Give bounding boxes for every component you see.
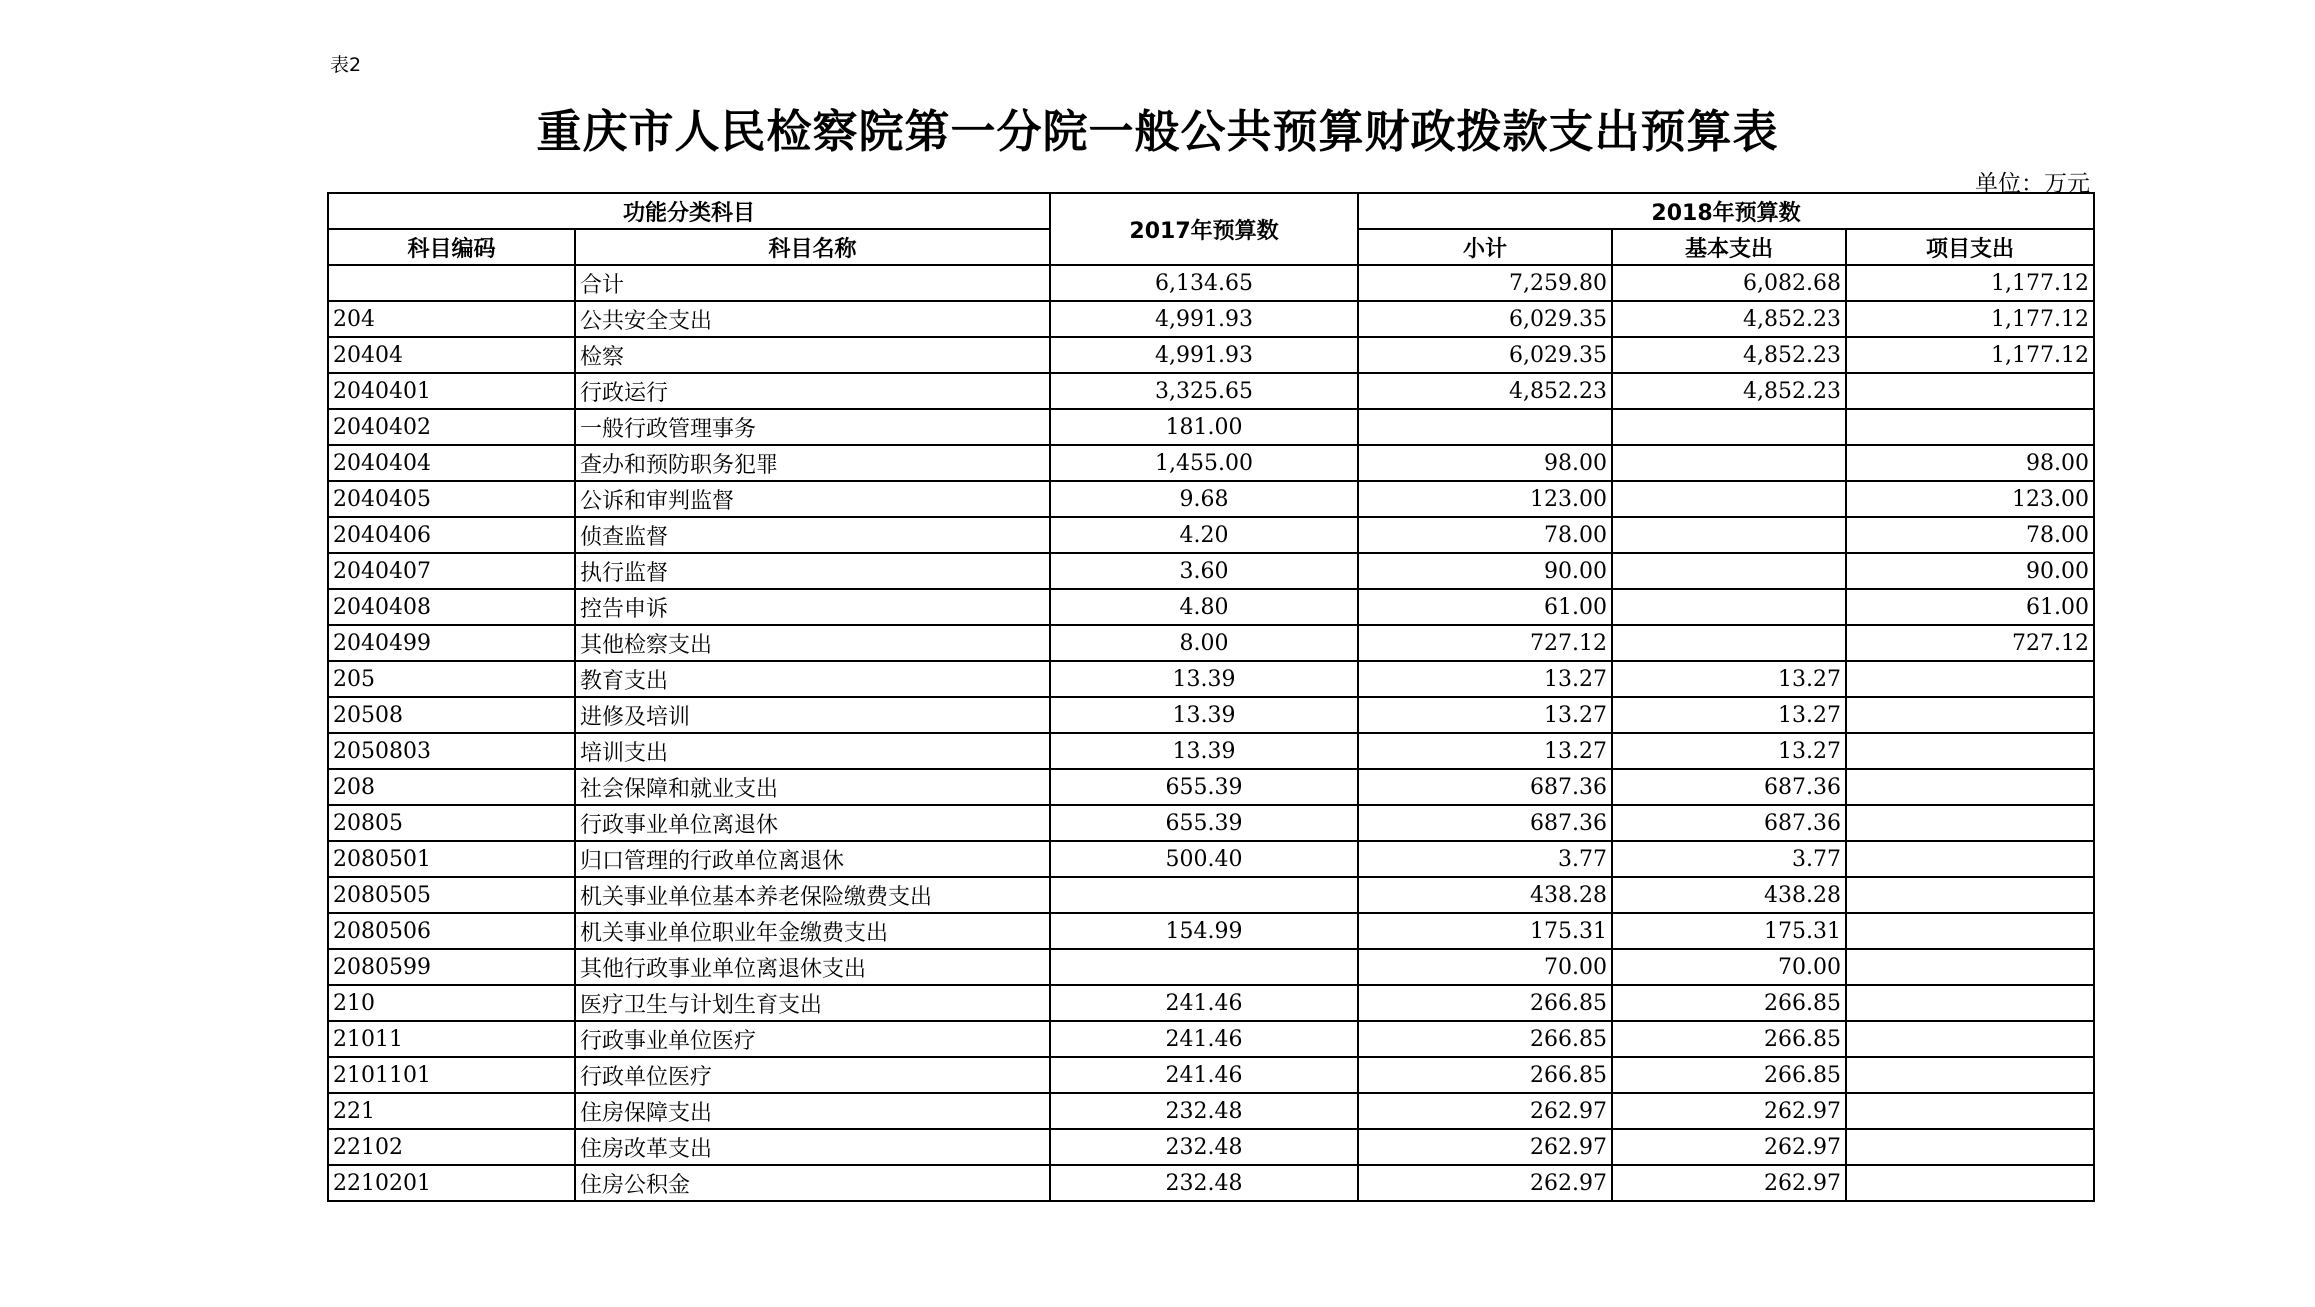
cell-name: 行政事业单位离退休 (575, 805, 1050, 841)
cell-code: 2040408 (328, 589, 575, 625)
cell-project (1846, 373, 2094, 409)
cell-basic: 687.36 (1612, 769, 1846, 805)
cell-basic: 438.28 (1612, 877, 1846, 913)
table-row (328, 481, 2094, 517)
cell-project: 1,177.12 (1846, 265, 2094, 301)
cell-subtotal: 6,029.35 (1358, 337, 1612, 373)
cell-name: 公诉和审判监督 (575, 481, 1050, 517)
cell-code: 2040407 (328, 553, 575, 589)
table-row (328, 517, 2094, 553)
cell-basic: 266.85 (1612, 1057, 1846, 1093)
cell-name: 社会保障和就业支出 (575, 769, 1050, 805)
cell-basic (1612, 589, 1846, 625)
cell-code: 204 (328, 301, 575, 337)
cell-basic (1612, 481, 1846, 517)
cell-project (1846, 661, 2094, 697)
cell-name: 行政运行 (575, 373, 1050, 409)
cell-code: 208 (328, 769, 575, 805)
table-row (328, 1021, 2094, 1057)
cell-code: 2040405 (328, 481, 575, 517)
cell-budget-2017: 3,325.65 (1050, 373, 1358, 409)
cell-basic: 13.27 (1612, 733, 1846, 769)
cell-project (1846, 949, 2094, 985)
header-subtotal: 小计 (1358, 229, 1612, 265)
cell-code: 221 (328, 1093, 575, 1129)
table-row (328, 625, 2094, 661)
header-budget-2018: 2018年预算数 (1358, 193, 2094, 229)
cell-budget-2017 (1050, 949, 1358, 985)
table-row (328, 985, 2094, 1021)
cell-budget-2017: 8.00 (1050, 625, 1358, 661)
cell-name: 合计 (575, 265, 1050, 301)
cell-project (1846, 877, 2094, 913)
cell-subtotal: 7,259.80 (1358, 265, 1612, 301)
cell-subtotal: 61.00 (1358, 589, 1612, 625)
cell-code: 2050803 (328, 733, 575, 769)
cell-name: 一般行政管理事务 (575, 409, 1050, 445)
table-body (328, 265, 2094, 1201)
unit-label: 单位：万元 (1975, 171, 2090, 197)
cell-subtotal: 13.27 (1358, 697, 1612, 733)
cell-basic: 3.77 (1612, 841, 1846, 877)
cell-project (1846, 1093, 2094, 1129)
cell-project: 61.00 (1846, 589, 2094, 625)
cell-project: 78.00 (1846, 517, 2094, 553)
cell-name: 其他检察支出 (575, 625, 1050, 661)
cell-budget-2017: 241.46 (1050, 1021, 1358, 1057)
table-row (328, 697, 2094, 733)
cell-subtotal: 687.36 (1358, 769, 1612, 805)
cell-name: 教育支出 (575, 661, 1050, 697)
cell-code: 2080501 (328, 841, 575, 877)
table-row (328, 1129, 2094, 1165)
cell-name: 侦查监督 (575, 517, 1050, 553)
cell-budget-2017: 9.68 (1050, 481, 1358, 517)
cell-project (1846, 1021, 2094, 1057)
cell-project (1846, 409, 2094, 445)
cell-basic: 13.27 (1612, 661, 1846, 697)
table-row (328, 661, 2094, 697)
cell-code: 20404 (328, 337, 575, 373)
cell-subtotal: 266.85 (1358, 1057, 1612, 1093)
table-row (328, 409, 2094, 445)
cell-budget-2017: 6,134.65 (1050, 265, 1358, 301)
cell-budget-2017: 232.48 (1050, 1165, 1358, 1201)
cell-project (1846, 733, 2094, 769)
cell-budget-2017: 13.39 (1050, 733, 1358, 769)
cell-subtotal: 98.00 (1358, 445, 1612, 481)
cell-subtotal: 3.77 (1358, 841, 1612, 877)
cell-name: 控告申诉 (575, 589, 1050, 625)
cell-project (1846, 769, 2094, 805)
cell-subtotal: 13.27 (1358, 733, 1612, 769)
cell-budget-2017: 655.39 (1050, 805, 1358, 841)
cell-basic: 266.85 (1612, 985, 1846, 1021)
cell-project (1846, 1165, 2094, 1201)
cell-basic: 175.31 (1612, 913, 1846, 949)
cell-project: 1,177.12 (1846, 337, 2094, 373)
cell-basic: 4,852.23 (1612, 337, 1846, 373)
cell-basic: 262.97 (1612, 1165, 1846, 1201)
cell-basic: 4,852.23 (1612, 301, 1846, 337)
cell-name: 进修及培训 (575, 697, 1050, 733)
cell-code: 210 (328, 985, 575, 1021)
cell-basic (1612, 409, 1846, 445)
cell-basic: 266.85 (1612, 1021, 1846, 1057)
cell-project (1846, 985, 2094, 1021)
cell-basic: 70.00 (1612, 949, 1846, 985)
cell-basic (1612, 445, 1846, 481)
cell-code: 205 (328, 661, 575, 697)
cell-project: 1,177.12 (1846, 301, 2094, 337)
cell-project (1846, 1057, 2094, 1093)
cell-code: 2040499 (328, 625, 575, 661)
cell-name: 查办和预防职务犯罪 (575, 445, 1050, 481)
cell-code: 2040406 (328, 517, 575, 553)
cell-budget-2017: 655.39 (1050, 769, 1358, 805)
cell-budget-2017: 241.46 (1050, 985, 1358, 1021)
cell-name: 机关事业单位职业年金缴费支出 (575, 913, 1050, 949)
cell-name: 归口管理的行政单位离退休 (575, 841, 1050, 877)
cell-subtotal: 266.85 (1358, 1021, 1612, 1057)
cell-subtotal: 70.00 (1358, 949, 1612, 985)
cell-name: 行政事业单位医疗 (575, 1021, 1050, 1057)
cell-project: 90.00 (1846, 553, 2094, 589)
cell-name: 住房公积金 (575, 1165, 1050, 1201)
table-row (328, 913, 2094, 949)
cell-name: 培训支出 (575, 733, 1050, 769)
cell-subtotal: 266.85 (1358, 985, 1612, 1021)
cell-name: 住房保障支出 (575, 1093, 1050, 1129)
table-row (328, 805, 2094, 841)
cell-subtotal: 687.36 (1358, 805, 1612, 841)
cell-budget-2017: 500.40 (1050, 841, 1358, 877)
cell-budget-2017: 4.20 (1050, 517, 1358, 553)
header-func-class: 功能分类科目 (328, 193, 1050, 229)
cell-project (1846, 913, 2094, 949)
cell-code: 20805 (328, 805, 575, 841)
header-budget-2017: 2017年预算数 (1050, 193, 1358, 265)
cell-project: 727.12 (1846, 625, 2094, 661)
cell-subtotal: 262.97 (1358, 1129, 1612, 1165)
header-name: 科目名称 (575, 229, 1050, 265)
cell-code: 2040401 (328, 373, 575, 409)
cell-basic: 262.97 (1612, 1129, 1846, 1165)
cell-subtotal: 262.97 (1358, 1165, 1612, 1201)
cell-name: 公共安全支出 (575, 301, 1050, 337)
cell-budget-2017: 3.60 (1050, 553, 1358, 589)
document-title: 重庆市人民检察院第一分院一般公共预算财政拨款支出预算表 (536, 105, 1779, 158)
cell-project: 98.00 (1846, 445, 2094, 481)
cell-code: 21011 (328, 1021, 575, 1057)
cell-name: 医疗卫生与计划生育支出 (575, 985, 1050, 1021)
cell-name: 其他行政事业单位离退休支出 (575, 949, 1050, 985)
cell-budget-2017: 232.48 (1050, 1129, 1358, 1165)
table-row (328, 301, 2094, 337)
cell-code: 2101101 (328, 1057, 575, 1093)
cell-subtotal: 6,029.35 (1358, 301, 1612, 337)
header-row-1 (328, 193, 2094, 229)
cell-subtotal: 262.97 (1358, 1093, 1612, 1129)
cell-budget-2017: 13.39 (1050, 697, 1358, 733)
budget-table (327, 192, 2095, 1202)
cell-basic (1612, 517, 1846, 553)
table-number: 表2 (330, 54, 362, 76)
header-project: 项目支出 (1846, 229, 2094, 265)
cell-budget-2017: 181.00 (1050, 409, 1358, 445)
cell-subtotal: 78.00 (1358, 517, 1612, 553)
cell-subtotal: 175.31 (1358, 913, 1612, 949)
cell-subtotal: 90.00 (1358, 553, 1612, 589)
cell-name: 机关事业单位基本养老保险缴费支出 (575, 877, 1050, 913)
cell-project: 123.00 (1846, 481, 2094, 517)
table-row (328, 445, 2094, 481)
cell-code: 2080599 (328, 949, 575, 985)
cell-subtotal: 13.27 (1358, 661, 1612, 697)
cell-code: 2040402 (328, 409, 575, 445)
table-row (328, 841, 2094, 877)
table-row (328, 1057, 2094, 1093)
cell-budget-2017: 4,991.93 (1050, 301, 1358, 337)
header-basic: 基本支出 (1612, 229, 1846, 265)
table-row (328, 949, 2094, 985)
cell-code: 2040404 (328, 445, 575, 481)
table-row (328, 553, 2094, 589)
table-row (328, 769, 2094, 805)
cell-code: 2080505 (328, 877, 575, 913)
table-row (328, 337, 2094, 373)
header-code: 科目编码 (328, 229, 575, 265)
table-row (328, 373, 2094, 409)
cell-basic: 4,852.23 (1612, 373, 1846, 409)
cell-code: 2210201 (328, 1165, 575, 1201)
cell-subtotal: 727.12 (1358, 625, 1612, 661)
cell-code: 20508 (328, 697, 575, 733)
table-row (328, 733, 2094, 769)
cell-budget-2017: 241.46 (1050, 1057, 1358, 1093)
cell-basic: 262.97 (1612, 1093, 1846, 1129)
cell-project (1846, 1129, 2094, 1165)
cell-subtotal: 4,852.23 (1358, 373, 1612, 409)
cell-budget-2017: 1,455.00 (1050, 445, 1358, 481)
table-row (328, 589, 2094, 625)
cell-code: 2080506 (328, 913, 575, 949)
cell-basic (1612, 553, 1846, 589)
cell-subtotal (1358, 409, 1612, 445)
cell-budget-2017: 154.99 (1050, 913, 1358, 949)
cell-project (1846, 841, 2094, 877)
cell-name: 住房改革支出 (575, 1129, 1050, 1165)
cell-subtotal: 438.28 (1358, 877, 1612, 913)
cell-name: 行政单位医疗 (575, 1057, 1050, 1093)
table-row (328, 1093, 2094, 1129)
table-row (328, 265, 2094, 301)
cell-basic: 687.36 (1612, 805, 1846, 841)
cell-budget-2017 (1050, 877, 1358, 913)
cell-project (1846, 805, 2094, 841)
cell-basic: 13.27 (1612, 697, 1846, 733)
cell-basic (1612, 625, 1846, 661)
cell-budget-2017: 232.48 (1050, 1093, 1358, 1129)
cell-budget-2017: 13.39 (1050, 661, 1358, 697)
cell-basic: 6,082.68 (1612, 265, 1846, 301)
table-row (328, 1165, 2094, 1201)
table-row (328, 877, 2094, 913)
cell-project (1846, 697, 2094, 733)
cell-subtotal: 123.00 (1358, 481, 1612, 517)
cell-budget-2017: 4,991.93 (1050, 337, 1358, 373)
cell-code (328, 265, 575, 301)
cell-code: 22102 (328, 1129, 575, 1165)
cell-name: 执行监督 (575, 553, 1050, 589)
cell-budget-2017: 4.80 (1050, 589, 1358, 625)
cell-name: 检察 (575, 337, 1050, 373)
